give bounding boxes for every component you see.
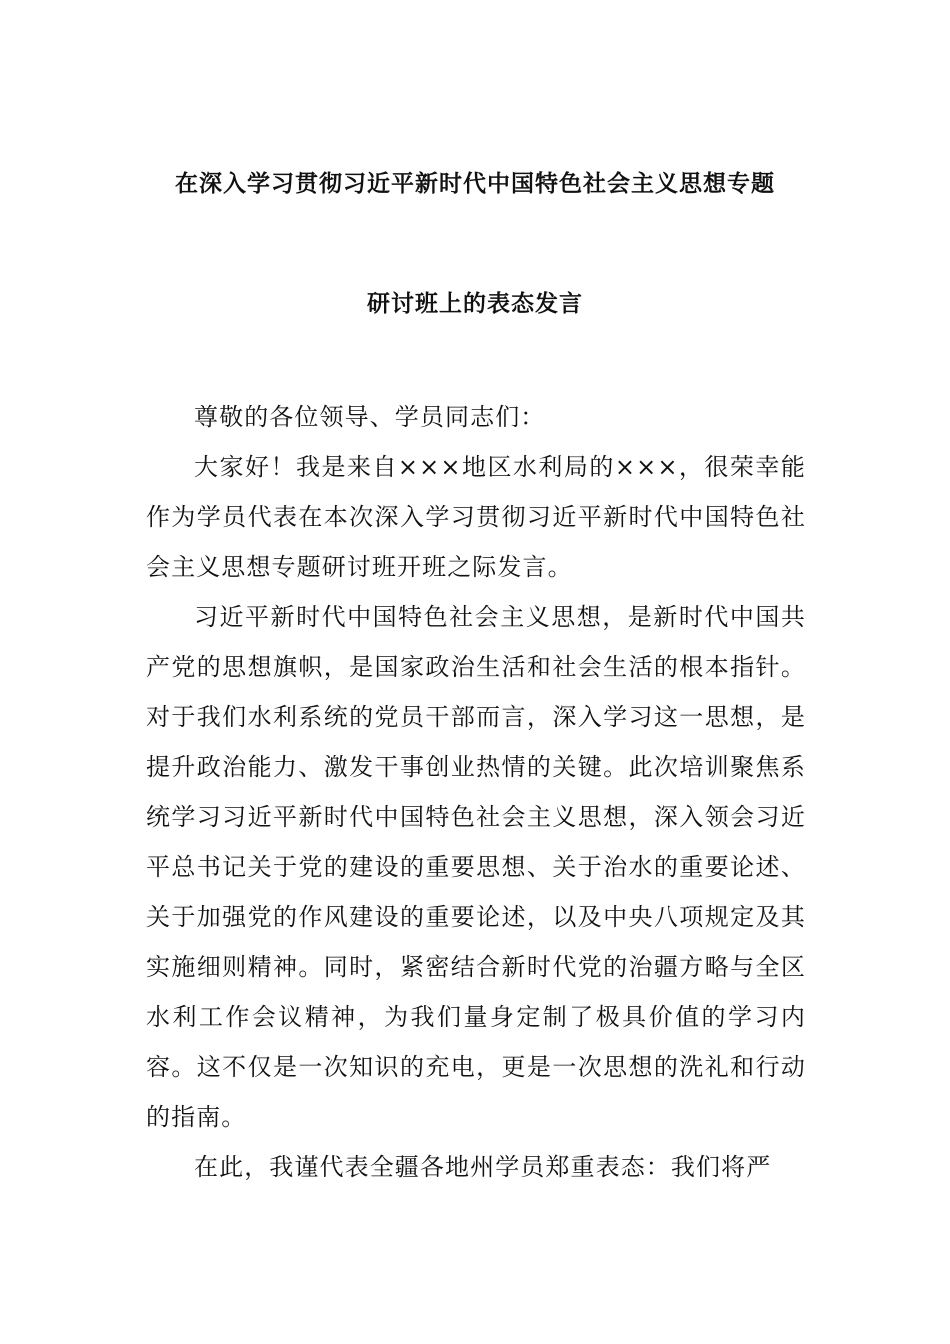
introduction-paragraph: 大家好！我是来自×××地区水利局的×××，很荣幸能作为学员代表在本次深入学习贯彻习近平新时代中国特色社会主义思想专题研讨班开班之际发言。 [146, 453, 806, 581]
document-body [146, 392, 806, 1192]
document-title-line-1: 在深入学习贯彻习近平新时代中国特色社会主义思想专题 [175, 171, 775, 197]
body-paragraph: 习近平新时代中国特色社会主义思想，是新时代中国共产党的思想旗帜，是国家政治生活和社会生活的根本指针。对于我们水利系统的党员干部而言，深入学习这一思想，是提升政治能力、激发干事创业热情的关键。此次培训聚焦系统学习习近平新时代中国特色社会主义思想，深入领会习近平总书记关于党的建设的重要思想、关于治水的重要论述、关于加强党的作风建设的重要论述，以及中央八项规定及其实施细则精神。同时，紧密结合新时代党的治疆方略与全区水利工作会议精神，为我们量身定制了极具价值的学习内容。这不仅是一次知识的充电，更是一次思想的洗礼和行动的指南。 [146, 603, 806, 1131]
document-title-line-2: 研讨班上的表态发言 [367, 291, 583, 317]
statement-paragraph: 在此，我谨代表全疆各地州学员郑重表态：我们将严 [194, 1153, 772, 1181]
salutation-paragraph: 尊敬的各位领导、学员同志们： [194, 403, 546, 431]
